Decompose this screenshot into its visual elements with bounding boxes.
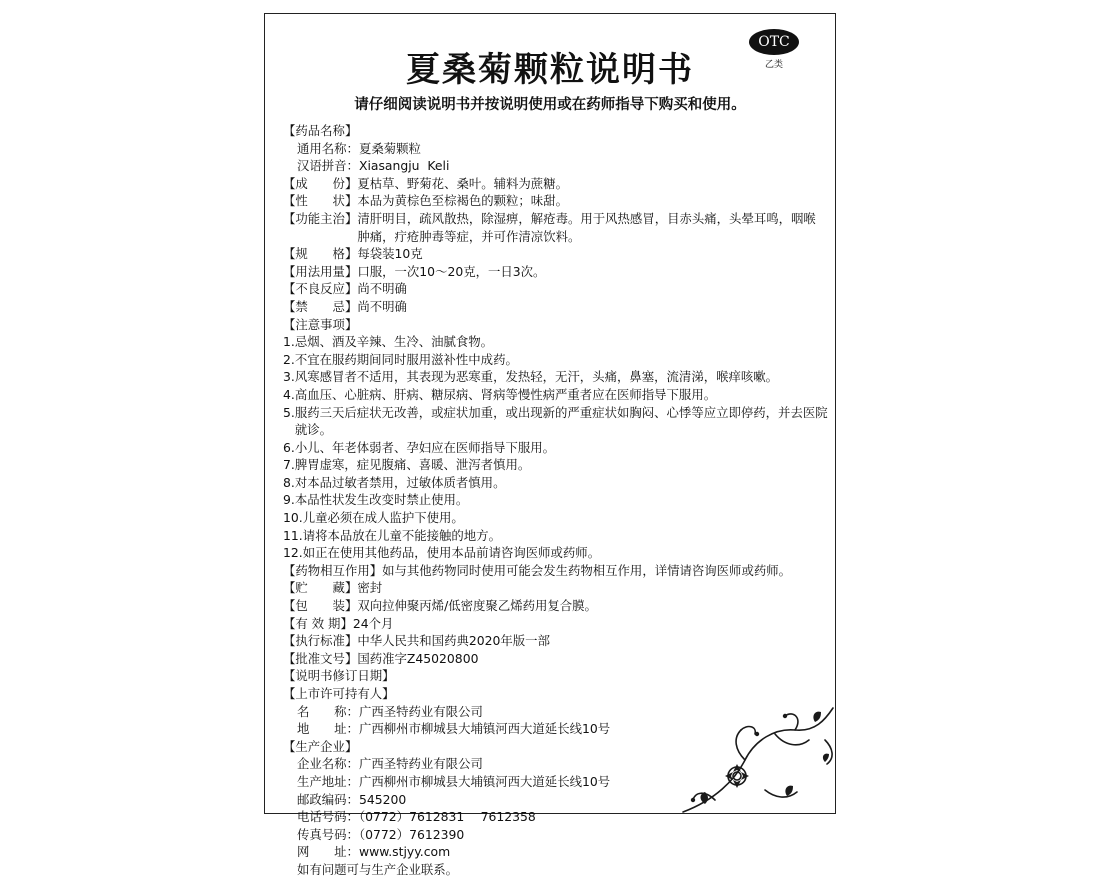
appearance-label: 【性 状】 xyxy=(283,193,358,209)
pinyin-name: 汉语拼音：Xiasangju Keli xyxy=(297,158,450,174)
precaution-item xyxy=(283,368,828,386)
document-title: 夏桑菊颗粒说明书 xyxy=(406,50,694,90)
document-subtitle: 请仔细阅读说明书并按说明使用或在药师指导下购买和使用。 xyxy=(354,97,746,113)
validity-label: 【有 效 期】 xyxy=(283,615,353,631)
manufacturer-postcode: 邮政编码：545200 xyxy=(297,791,407,807)
revision-date-label: 【说明书修订日期】 xyxy=(283,668,395,684)
interactions-value: 如与其他药物同时使用可能会发生药物相互作用，详情请咨询医师或药师。 xyxy=(382,562,792,578)
precaution-item xyxy=(283,386,828,404)
composition-value: 夏枯草、野菊花、桑叶。辅料为蔗糖。 xyxy=(357,175,568,191)
manufacturer-heading: 【生产企业】 xyxy=(283,738,358,754)
precaution-item xyxy=(283,456,828,474)
storage-row xyxy=(283,579,828,597)
mah-heading: 【上市许可持有人】 xyxy=(283,686,395,701)
package-row xyxy=(283,597,828,615)
dosage-value: 口服，一次10～20克，一日3次。 xyxy=(357,263,546,279)
precaution-item xyxy=(283,439,828,457)
precaution-item xyxy=(283,491,828,509)
appearance-row xyxy=(283,192,828,210)
precaution-number: 6. xyxy=(283,439,295,455)
precaution-text: 风寒感冒者不适用，其表现为恶寒重，发热轻，无汗，头痛，鼻塞，流清涕，喉痒咳嗽。 xyxy=(294,369,779,385)
mah-name: 名 称：广西圣特药业有限公司 xyxy=(297,703,483,719)
specification-row xyxy=(283,245,828,263)
contraindications-value: 尚不明确 xyxy=(357,298,407,314)
indications-row xyxy=(283,210,828,245)
precaution-number: 12. xyxy=(283,545,303,561)
precaution-text: 本品性状发生改变时禁止使用。 xyxy=(294,492,469,508)
precaution-number: 7. xyxy=(283,457,295,473)
indications-value: 清肝明目，疏风散热，除湿痹，解疮毒。用于风热感冒，目赤头痛，头晕耳鸣，咽喉肿痛，疔疮肿毒等症，并可作清凉饮料。 xyxy=(357,210,816,244)
indications-label: 【功能主治】 xyxy=(283,210,358,226)
contraindications-label: 【禁 忌】 xyxy=(283,298,358,314)
composition-label: 【成 份】 xyxy=(283,175,358,191)
precaution-item xyxy=(283,474,828,492)
composition-row xyxy=(283,175,828,193)
manufacturer-fax: 传真号码：（0772）7612390 xyxy=(297,826,465,842)
dosage-label: 【用法用量】 xyxy=(283,263,358,279)
precautions-heading: 【注意事项】 xyxy=(283,316,358,332)
leaflet-sheet xyxy=(264,13,836,877)
precaution-number: 9. xyxy=(283,492,295,508)
appearance-value: 本品为黄棕色至棕褐色的颗粒；味甜。 xyxy=(357,193,568,209)
manufacturer-contact-note: 如有问题可与生产企业联系。 xyxy=(297,861,459,877)
manufacturer-phone: 电话号码：（0772）7612831 7612358 xyxy=(297,809,536,825)
interactions-label: 【药物相互作用】 xyxy=(283,562,383,578)
specification-value: 每袋装10克 xyxy=(357,246,423,262)
approval-value: 国药准字Z45020800 xyxy=(357,650,479,666)
precaution-number: 10. xyxy=(283,510,303,526)
otc-class-label: 乙类 xyxy=(764,60,783,70)
precaution-item xyxy=(283,544,828,562)
validity-value: 24个月 xyxy=(352,615,394,631)
adverse-reactions-value: 尚不明确 xyxy=(357,281,407,297)
adverse-reactions-label: 【不良反应】 xyxy=(283,281,358,297)
storage-value: 密封 xyxy=(357,580,383,596)
precaution-text: 服药三天后症状无改善，或症状加重，或出现新的严重症状如胸闷、心悸等应立即停药，并去医院就诊。 xyxy=(294,404,828,438)
precaution-text: 请将本品放在儿童不能接触的地方。 xyxy=(302,527,501,543)
precaution-number: 1. xyxy=(283,334,295,350)
precaution-text: 如正在使用其他药品，使用本品前请咨询医师或药师。 xyxy=(302,545,601,561)
precaution-item xyxy=(283,527,828,545)
precaution-number: 3. xyxy=(283,369,295,385)
standard-row xyxy=(283,632,828,650)
precaution-text: 小儿、年老体弱者、孕妇应在医师指导下服用。 xyxy=(294,439,556,455)
standard-value: 中华人民共和国药典2020年版一部 xyxy=(357,633,550,649)
package-label: 【包 装】 xyxy=(283,598,358,614)
package-value: 双向拉伸聚丙烯/低密度聚乙烯药用复合膜。 xyxy=(357,598,597,614)
storage-label: 【贮 藏】 xyxy=(283,580,358,596)
manufacturer-website: 网 址：www.stjyy.com xyxy=(297,844,451,860)
precaution-number: 5. xyxy=(283,404,295,420)
contraindications-row xyxy=(283,298,828,316)
precaution-text: 不宜在服药期间同时服用滋补性中成药。 xyxy=(294,351,518,367)
precaution-item xyxy=(283,509,828,527)
manufacturer-address: 生产地址：广西柳州市柳城县大埔镇河西大道延长线10号 xyxy=(297,773,611,789)
precaution-item xyxy=(283,404,828,439)
manufacturer-company: 企业名称：广西圣特药业有限公司 xyxy=(297,756,483,772)
common-name: 通用名称：夏桑菊颗粒 xyxy=(297,140,421,156)
floral-ornament-icon xyxy=(675,700,840,820)
approval-label: 【批准文号】 xyxy=(283,650,358,666)
standard-label: 【执行标准】 xyxy=(283,633,358,649)
approval-row xyxy=(283,650,828,668)
precaution-text: 忌烟、酒及辛辣、生冷、油腻食物。 xyxy=(294,334,494,350)
specification-label: 【规 格】 xyxy=(283,246,358,262)
precaution-number: 2. xyxy=(283,351,295,367)
precaution-number: 4. xyxy=(283,386,295,402)
adverse-reactions-row xyxy=(283,280,828,298)
validity-row xyxy=(283,615,828,633)
otc-badge: OTC xyxy=(749,29,799,55)
precaution-text: 脾胃虚寒，症见腹痛、喜暖、泄泻者慎用。 xyxy=(294,457,531,473)
precaution-text: 儿童必须在成人监护下使用。 xyxy=(302,510,464,526)
drug-name-heading: 【药品名称】 xyxy=(283,123,358,138)
precaution-text: 高血压、心脏病、肝病、糖尿病、肾病等慢性病严重者应在医师指导下服用。 xyxy=(294,386,717,402)
precaution-number: 8. xyxy=(283,474,295,490)
precaution-text: 对本品过敏者禁用，过敏体质者慎用。 xyxy=(294,474,506,490)
interactions-row xyxy=(283,562,828,580)
mah-address: 地 址：广西柳州市柳城县大埔镇河西大道延长线10号 xyxy=(297,721,611,737)
precaution-item xyxy=(283,333,828,351)
precaution-number: 11. xyxy=(283,527,303,543)
precaution-item xyxy=(283,351,828,369)
dosage-row xyxy=(283,263,828,281)
